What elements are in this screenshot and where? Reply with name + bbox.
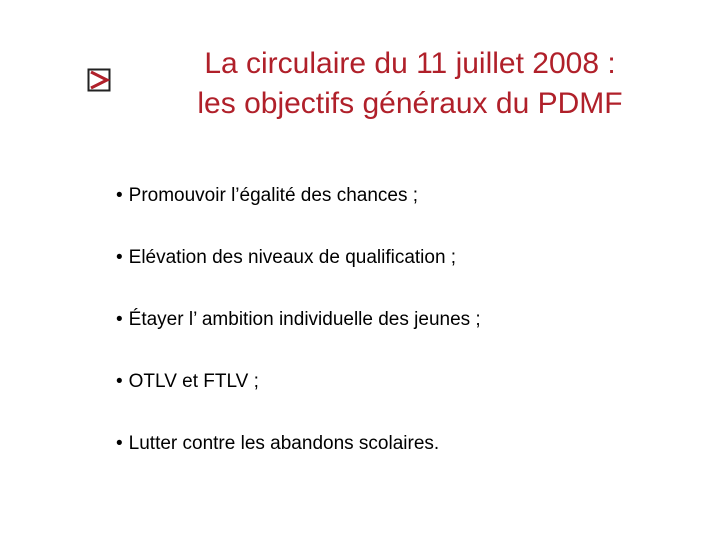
list-item (116, 248, 481, 268)
list-item-text: Étayer l’ ambition individuelle des jeunes ; (128, 309, 481, 330)
bullet-marker: • (116, 371, 123, 392)
title-line-1: La circulaire du 11 juillet 2008 : (204, 47, 616, 80)
list-item-text: OTLV et FTLV ; (128, 371, 259, 392)
list-item (116, 186, 481, 206)
bullet-marker: • (116, 247, 123, 268)
title-line-2: les objectifs généraux du PDMF (197, 87, 623, 120)
objectives-list (116, 186, 481, 496)
list-item (116, 310, 481, 330)
slide-title (120, 44, 700, 124)
list-item-text: Elévation des niveaux de qualification ; (128, 247, 457, 268)
bullet-marker: • (116, 433, 123, 454)
bullet-marker: • (116, 185, 123, 206)
bullet-marker: • (116, 309, 123, 330)
list-item (116, 372, 481, 392)
play-arrow-box-icon (87, 68, 111, 92)
list-item-text: Promouvoir l’égalité des chances ; (128, 185, 419, 206)
list-item-text: Lutter contre les abandons scolaires. (128, 433, 440, 454)
list-item (116, 434, 481, 454)
